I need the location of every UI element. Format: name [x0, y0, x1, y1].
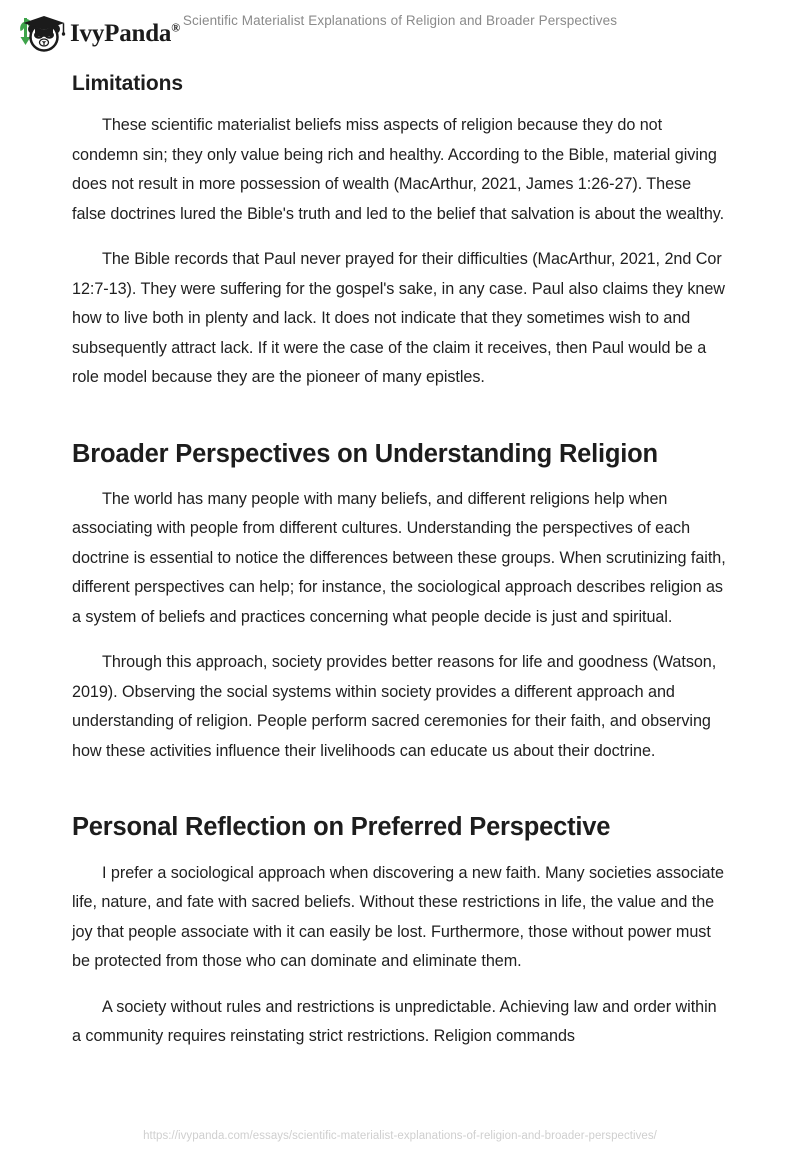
- paragraph-limitations-1: These scientific materialist beliefs miss aspects of religion because they do not condemn sin; they only value being rich and healthy. According to the Bible, material giving does not result in more possession of wealth (MacArthur, 2021, James 1:26-27). These false doctrines lured the Bible's truth and led to the belief that salvation is about the wealthy.: [72, 116, 725, 223]
- paragraph-personal-2: A society without rules and restrictions is unpredictable. Achieving law and order within a community requires reinstating strict restrictions. Religion commands: [72, 997, 717, 1046]
- section-spacer: [72, 782, 728, 810]
- page-header: [0, 0, 800, 62]
- footer-source-url[interactable]: https://ivypanda.com/essays/scientific-materialist-explanations-of-religion-and-broader-perspectives/: [143, 1130, 657, 1142]
- heading-limitations: Limitations: [72, 72, 183, 95]
- registered-mark: ®: [171, 20, 180, 35]
- heading-broader-perspectives: Broader Perspectives on Understanding Religion: [72, 439, 658, 468]
- paragraph-broader-1: The world has many people with many beliefs, and different religions help when associating with people from different cultures. Understanding the perspectives of each doctrine is essential to notice the differences between these groups. When scrutinizing faith, different perspectives can help; for instance, the sociological approach describes religion as a system of beliefs and practices concerning what people decide is just and spiritual.: [72, 489, 726, 626]
- document-body: [72, 70, 728, 1068]
- paragraph-personal-1: I prefer a sociological approach when discovering a new faith. Many societies associate life, nature, and fate with sacred beliefs. Without these restrictions in life, the value and the joy that people associate with it can easily be lost. Furthermore, those without power must be protected from those who can dominate and eliminate them.: [72, 863, 724, 971]
- document-header-title: Scientific Materialist Explanations of Religion and Broader Perspectives: [182, 13, 618, 28]
- paragraph-limitations-2: The Bible records that Paul never prayed for their difficulties (MacArthur, 2021, 2nd Cor 12:7-13). They were suffering for the gospel's sake, in any case. Paul also claims they knew how to live both in plenty and lack. It does not indicate that they sometimes wish to and subsequently attract lack. If it were the case of the claim it receives, then Paul would be a role model because they are the pioneer of many epistles.: [72, 250, 725, 387]
- paragraph-broader-2: Through this approach, society provides better reasons for life and goodness (Watson, 2019). Observing the social systems within society provides a different approach and understanding of religion. People perform sacred ceremonies for their faith, and observing how these activities influence their livelihoods can educate us about their doctrine.: [72, 653, 717, 760]
- heading-personal-reflection: Personal Reflection on Preferred Perspective: [72, 813, 611, 842]
- section-spacer: [72, 409, 728, 437]
- brand-name-text: IvyPanda: [70, 19, 172, 47]
